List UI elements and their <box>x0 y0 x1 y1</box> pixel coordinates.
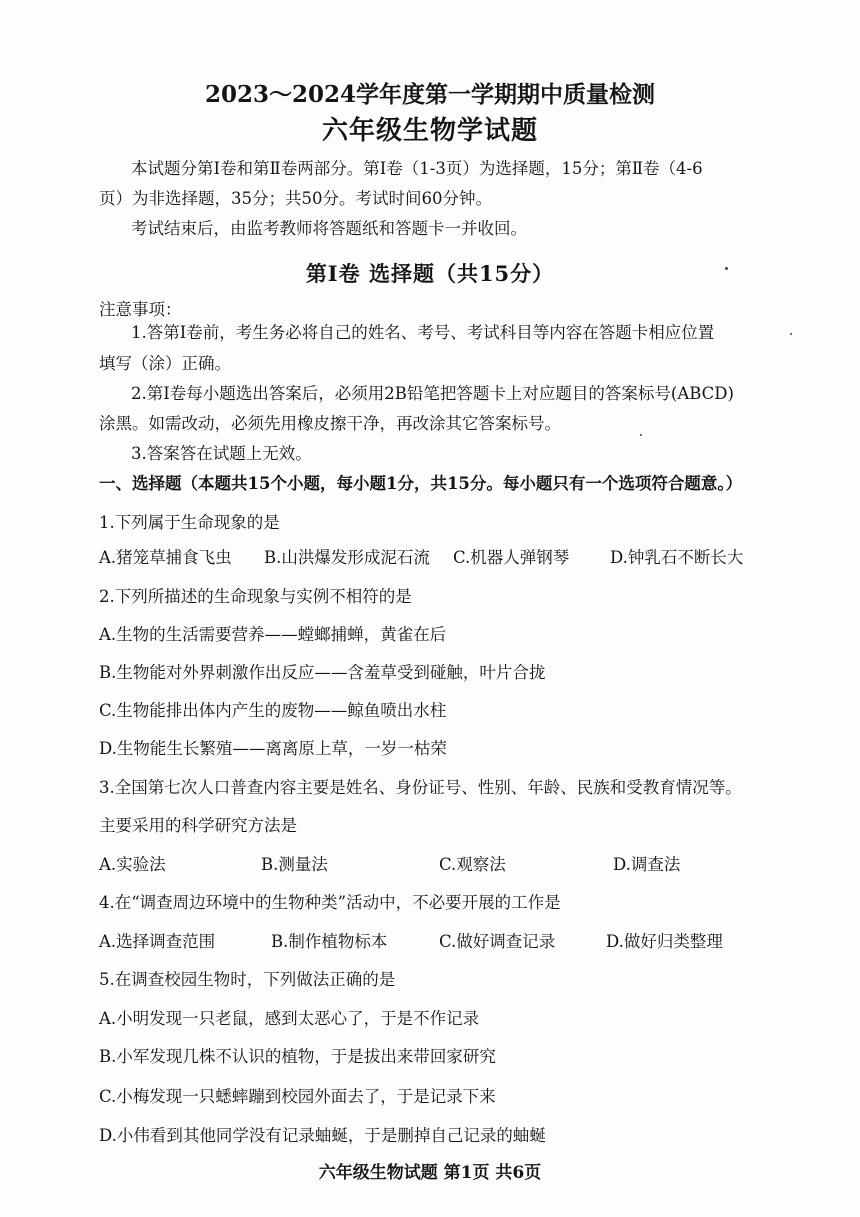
notice-item-1-cont: 填写（涂）正确。 <box>99 354 231 373</box>
question-4-option-a: A.选择调查范围 <box>99 932 216 951</box>
question-5-option-a: A.小明发现一只老鼠，感到太恶心了，于是不作记录 <box>99 1009 480 1028</box>
question-3-option-a: A.实验法 <box>99 855 166 874</box>
section-heading: 第Ⅰ卷 选择题（共15分） <box>305 261 555 286</box>
question-2-option-a: A.生物的生活需要营养——螳螂捕蝉，黄雀在后 <box>99 625 447 644</box>
question-1-option-a: A.猪笼草捕食飞虫 <box>99 548 232 567</box>
notice-item-2: 2.第Ⅰ卷每小题选出答案后，必须用2B铅笔把答题卡上对应题目的答案标号(ABCD) <box>131 384 734 403</box>
question-1-option-c: C.机器人弹钢琴 <box>453 548 570 567</box>
question-4-option-b: B.制作植物标本 <box>271 932 388 951</box>
question-1-option-b: B.山洪爆发形成泥石流 <box>264 548 430 567</box>
question-3-option-d: D.调查法 <box>613 855 681 874</box>
notice-item-3: 3.答案答在试题上无效。 <box>131 444 312 463</box>
question-3-stem: 3.全国第七次人口普查内容主要是姓名、身份证号、性别、年龄、民族和受教育情况等。 <box>99 778 742 797</box>
question-4-option-c: C.做好调查记录 <box>439 932 556 951</box>
scan-speck <box>790 333 792 335</box>
question-3-option-c: C.观察法 <box>439 855 506 874</box>
part-heading: 一、选择题（本题共15个小题，每小题1分，共15分。每小题只有一个选项符合题意。） <box>99 474 743 493</box>
question-2-option-c: C.生物能排出体内产生的废物——鲸鱼喷出水柱 <box>99 701 447 720</box>
question-2-option-d: D.生物能生长繁殖——离离原上草，一岁一枯荣 <box>99 739 447 758</box>
intro-line-3: 考试结束后，由监考教师将答题纸和答题卡一并收回。 <box>131 219 527 238</box>
page-footer: 六年级生物试题 第1页 共6页 <box>318 1163 542 1183</box>
question-3-stem-cont: 主要采用的科学研究方法是 <box>99 816 297 835</box>
notice-item-1: 1.答第Ⅰ卷前，考生务必将自己的姓名、考号、考试科目等内容在答题卡相应位置 <box>131 323 715 342</box>
question-5-option-b: B.小军发现几株不认识的植物，于是拔出来带回家研究 <box>99 1047 496 1066</box>
question-4-option-d: D.做好归类整理 <box>606 932 723 951</box>
question-5-option-d: D.小伟看到其他同学没有记录蚰蜒，于是删掉自己记录的蚰蜒 <box>99 1126 546 1145</box>
question-5-stem: 5.在调查校园生物时，下列做法正确的是 <box>99 970 396 989</box>
exam-title-subject: 六年级生物学试题 <box>321 116 538 146</box>
notice-item-2-cont: 涂黑。如需改动，必须先用橡皮擦干净，再改涂其它答案标号。 <box>99 414 561 433</box>
exam-title-year: 2023～2024学年度第一学期期中质量检测 <box>204 81 656 108</box>
question-3-option-b: B.测量法 <box>261 855 328 874</box>
question-4-stem: 4.在“调查周边环境中的生物种类”活动中，不必要开展的工作是 <box>99 893 561 912</box>
question-2-stem: 2.下列所描述的生命现象与实例不相符的是 <box>99 587 412 606</box>
question-5-option-c: C.小梅发现一只蟋蟀蹦到校园外面去了，于是记录下来 <box>99 1087 496 1106</box>
question-1-stem: 1.下列属于生命现象的是 <box>99 513 280 532</box>
question-1-option-d: D.钟乳石不断长大 <box>610 548 744 567</box>
intro-line-2: 页）为非选择题，35分；共50分。考试时间60分钟。 <box>99 189 492 208</box>
scan-speck <box>725 267 728 270</box>
scan-speck <box>640 434 642 436</box>
question-2-option-b: B.生物能对外界刺激作出反应——含羞草受到碰触，叶片合拢 <box>99 663 546 682</box>
notice-label: 注意事项： <box>99 300 182 319</box>
intro-line-1: 本试题分第Ⅰ卷和第Ⅱ卷两部分。第Ⅰ卷（1-3页）为选择题，15分；第Ⅱ卷（4-6 <box>131 159 703 178</box>
